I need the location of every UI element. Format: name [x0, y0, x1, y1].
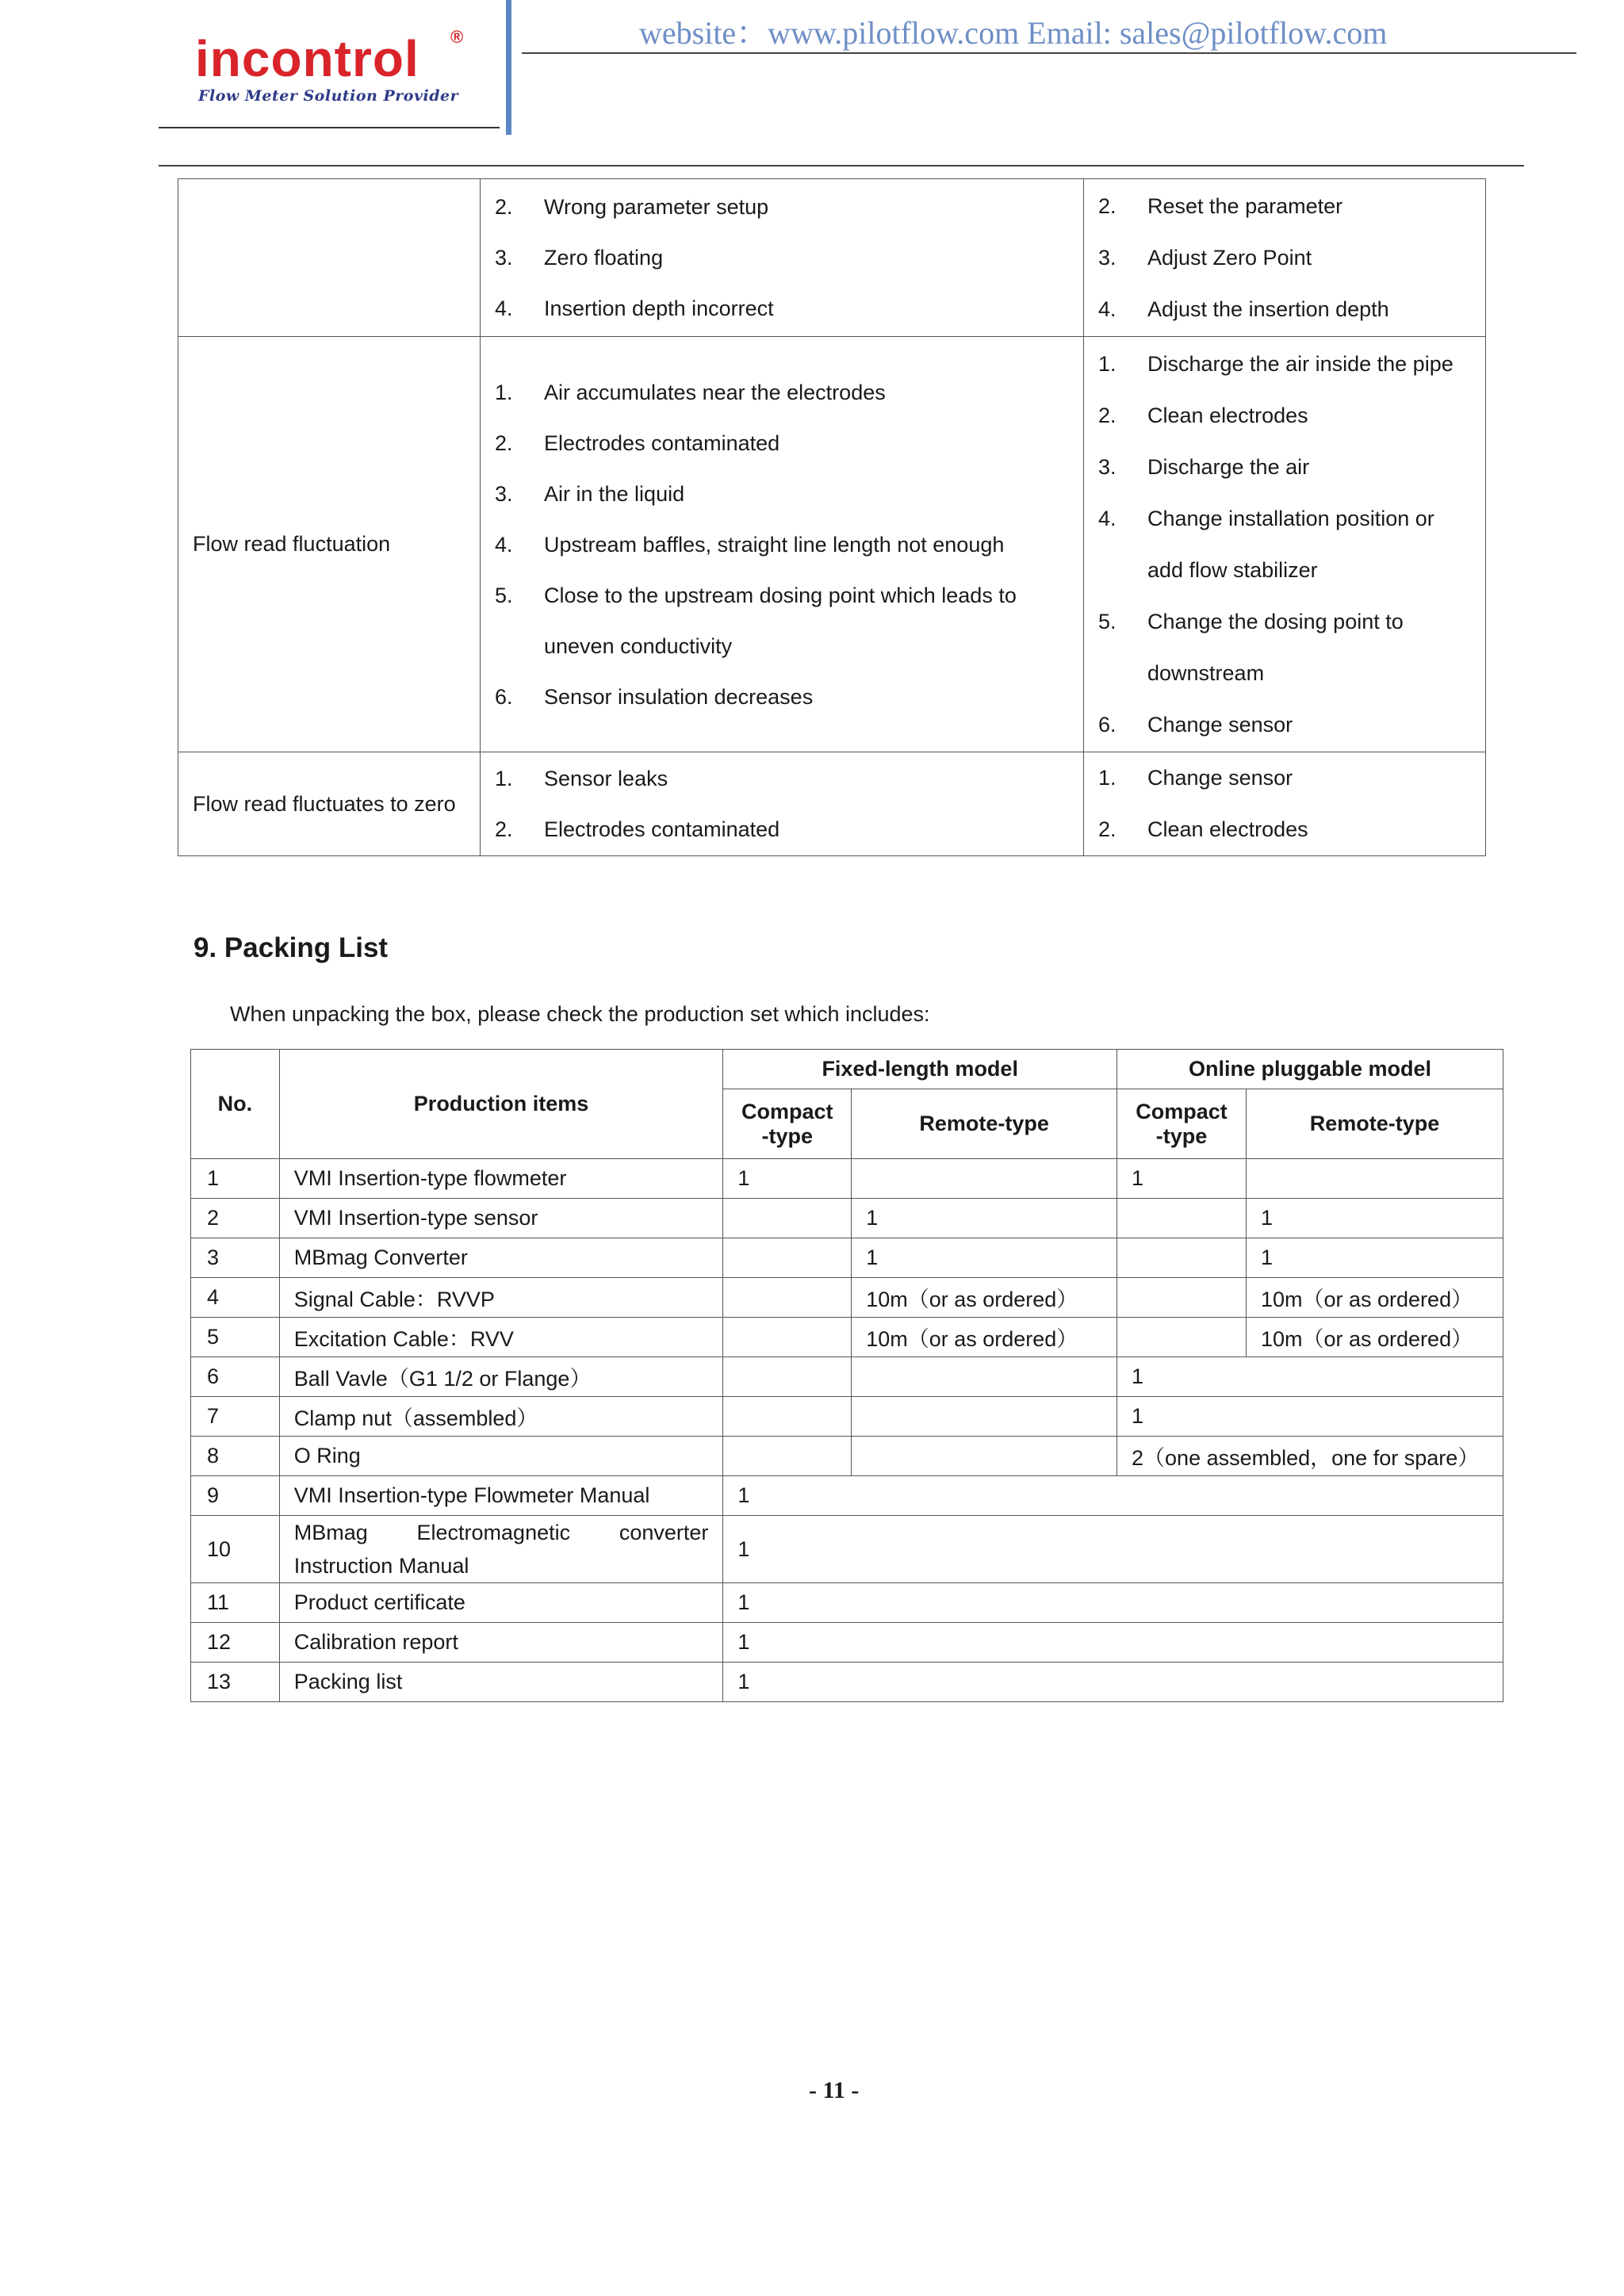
header-no: No.: [191, 1050, 280, 1159]
solution-item: 1. Discharge the air inside the pipe: [1098, 351, 1454, 376]
cause-item: 4. Insertion depth incorrect: [495, 297, 774, 320]
qty-fixed-compact: [723, 1318, 852, 1357]
row-item: Signal Cable：RVVP: [279, 1278, 723, 1318]
qty-online-model: 2（one assembled，one for spare）: [1117, 1437, 1503, 1476]
solution-item: 1. Change sensor: [1098, 766, 1293, 790]
qty-online-model: 1: [1117, 1397, 1503, 1437]
cause-item: 6. Sensor insulation decreases: [495, 684, 814, 709]
row-number: 3: [191, 1238, 280, 1278]
row-item: Clamp nut（assembled）: [279, 1397, 723, 1437]
logo-wordmark: incontrol: [195, 30, 419, 87]
table-row: [191, 1476, 1503, 1516]
qty-fixed-remote: 1: [852, 1238, 1117, 1278]
packing-list-table: [190, 1049, 1503, 1702]
qty-fixed-compact: 1: [723, 1159, 852, 1199]
qty-fixed-remote: [852, 1357, 1117, 1397]
solution-item-continued: add flow stabilizer: [1147, 557, 1318, 582]
qty-online-compact: [1117, 1199, 1247, 1238]
solution-item: 5. Change the dosing point to: [1098, 609, 1404, 633]
qty-online-compact: 1: [1117, 1159, 1247, 1199]
table-row: [191, 1516, 1503, 1583]
cause-item: 3. Air in the liquid: [495, 481, 685, 506]
section-title: 9. Packing List: [193, 932, 389, 963]
logo-underline: [159, 127, 500, 128]
solution-item: 3. Discharge the air: [1098, 454, 1310, 479]
solutions-cell: [1084, 337, 1486, 752]
qty-fixed-remote: 10m（or as ordered）: [852, 1318, 1117, 1357]
row-item: MBmag Converter: [279, 1238, 723, 1278]
cause-item: 2. Wrong parameter setup: [495, 195, 769, 219]
table-row: [191, 1278, 1503, 1318]
table-row: [178, 179, 1486, 337]
troubleshooting-table: [178, 178, 1486, 856]
table-row: [191, 1397, 1503, 1437]
qty-all-models: 1: [723, 1663, 1503, 1702]
table-row: [178, 752, 1486, 856]
header-online-pluggable-model: Online pluggable model: [1117, 1050, 1503, 1089]
table-row: [191, 1583, 1503, 1623]
solution-item: 6. Change sensor: [1098, 712, 1293, 737]
cause-item-continued: uneven conductivity: [544, 633, 733, 658]
symptom-cell: [178, 179, 481, 337]
qty-online-remote: 1: [1246, 1199, 1503, 1238]
qty-all-models: 1: [723, 1516, 1503, 1583]
row-number: 13: [191, 1663, 280, 1702]
qty-fixed-compact: [723, 1199, 852, 1238]
qty-online-remote: [1246, 1159, 1503, 1199]
row-number: 5: [191, 1318, 280, 1357]
row-number: 4: [191, 1278, 280, 1318]
qty-online-compact: [1117, 1238, 1247, 1278]
row-item: VMI Insertion-type flowmeter: [279, 1159, 723, 1199]
cause-item: 5. Close to the upstream dosing point which leads to: [495, 583, 1017, 607]
table-row: [191, 1199, 1503, 1238]
row-number: 6: [191, 1357, 280, 1397]
row-number: 7: [191, 1397, 280, 1437]
header-rule: [522, 52, 1576, 54]
solutions-cell: [1084, 752, 1486, 856]
qty-online-compact: [1117, 1278, 1247, 1318]
table-row: [191, 1437, 1503, 1476]
row-item: O Ring: [279, 1437, 723, 1476]
causes-cell: [481, 337, 1084, 752]
row-number: 1: [191, 1159, 280, 1199]
row-item: Excitation Cable：RVV: [279, 1318, 723, 1357]
table-row: [191, 1357, 1503, 1397]
row-number: 11: [191, 1583, 280, 1623]
qty-fixed-remote: 1: [852, 1199, 1117, 1238]
qty-fixed-remote: 10m（or as ordered）: [852, 1278, 1117, 1318]
header-compact-type: Compact -type: [1117, 1089, 1247, 1159]
cause-item: 3. Zero floating: [495, 246, 664, 270]
table-header-row: [191, 1050, 1503, 1089]
cause-item: 4. Upstream baffles, straight line length not enough: [495, 532, 1005, 557]
row-item: Ball Vavle（G1 1/2 or Flange）: [279, 1357, 723, 1397]
row-number: 2: [191, 1199, 280, 1238]
qty-fixed-compact: [723, 1437, 852, 1476]
solution-item-continued: downstream: [1147, 660, 1265, 685]
row-number: 9: [191, 1476, 280, 1516]
table-row: [191, 1318, 1503, 1357]
qty-fixed-compact: [723, 1278, 852, 1318]
row-number: 12: [191, 1623, 280, 1663]
qty-fixed-remote: [852, 1397, 1117, 1437]
causes-cell: [481, 179, 1084, 337]
cause-item: 1. Air accumulates near the electrodes: [495, 380, 886, 404]
table-row: [178, 337, 1486, 752]
row-number: 8: [191, 1437, 280, 1476]
qty-all-models: 1: [723, 1583, 1503, 1623]
row-item: VMI Insertion-type sensor: [279, 1199, 723, 1238]
qty-fixed-compact: [723, 1397, 852, 1437]
row-item: Packing list: [279, 1663, 723, 1702]
symptom-cell: Flow read fluctuates to zero: [178, 752, 481, 856]
cause-item: 2. Electrodes contaminated: [495, 817, 780, 841]
logo-tagline: Flow Meter Solution Provider: [198, 87, 459, 105]
causes-cell: [481, 752, 1084, 856]
header-fixed-length-model: Fixed-length model: [723, 1050, 1117, 1089]
solution-item: 2. Clean electrodes: [1098, 817, 1308, 841]
row-item: Product certificate: [279, 1583, 723, 1623]
solution-item: 2. Reset the parameter: [1098, 193, 1343, 218]
qty-fixed-compact: [723, 1238, 852, 1278]
header-production-items: Production items: [279, 1050, 723, 1159]
qty-fixed-remote: [852, 1437, 1117, 1476]
table-row: [191, 1663, 1503, 1702]
qty-online-model: 1: [1117, 1357, 1503, 1397]
table-row: [191, 1159, 1503, 1199]
cause-item: 1. Sensor leaks: [495, 767, 668, 790]
header-divider-bar: [506, 0, 511, 135]
table-row: [191, 1623, 1503, 1663]
qty-all-models: 1: [723, 1623, 1503, 1663]
cause-item: 2. Electrodes contaminated: [495, 430, 780, 455]
solution-item: 4. Adjust the insertion depth: [1098, 297, 1389, 321]
qty-online-remote: 10m（or as ordered）: [1246, 1278, 1503, 1318]
qty-fixed-remote: [852, 1159, 1117, 1199]
qty-online-remote: 1: [1246, 1238, 1503, 1278]
solutions-cell: [1084, 179, 1486, 337]
qty-all-models: 1: [723, 1476, 1503, 1516]
header-remote-type: Remote-type: [1246, 1089, 1503, 1159]
symptom-cell: Flow read fluctuation: [178, 337, 481, 752]
solution-item: 3. Adjust Zero Point: [1098, 245, 1312, 270]
solution-item: 4. Change installation position or: [1098, 506, 1434, 530]
header-compact-type: Compact -type: [723, 1089, 852, 1159]
page-number: - 11 -: [809, 2077, 860, 2103]
section-intro: When unpacking the box, please check the production set which includes:: [230, 1002, 930, 1026]
header-rule-lower: [159, 165, 1524, 166]
row-item: VMI Insertion-type Flowmeter Manual: [279, 1476, 723, 1516]
header-contact: website：www.pilotflow.com Email: sales@pilotflow.com: [639, 15, 1388, 51]
registered-mark: ®: [450, 27, 464, 47]
qty-online-remote: 10m（or as ordered）: [1246, 1318, 1503, 1357]
company-logo: [195, 24, 481, 103]
qty-fixed-compact: [723, 1357, 852, 1397]
header-remote-type: Remote-type: [852, 1089, 1117, 1159]
row-item: Calibration report: [279, 1623, 723, 1663]
row-number: 10: [191, 1516, 280, 1583]
qty-online-compact: [1117, 1318, 1247, 1357]
solution-item: 2. Clean electrodes: [1098, 403, 1308, 427]
row-item: MBmag Electromagnetic converter Instruction Manual: [279, 1516, 723, 1583]
table-row: [191, 1238, 1503, 1278]
